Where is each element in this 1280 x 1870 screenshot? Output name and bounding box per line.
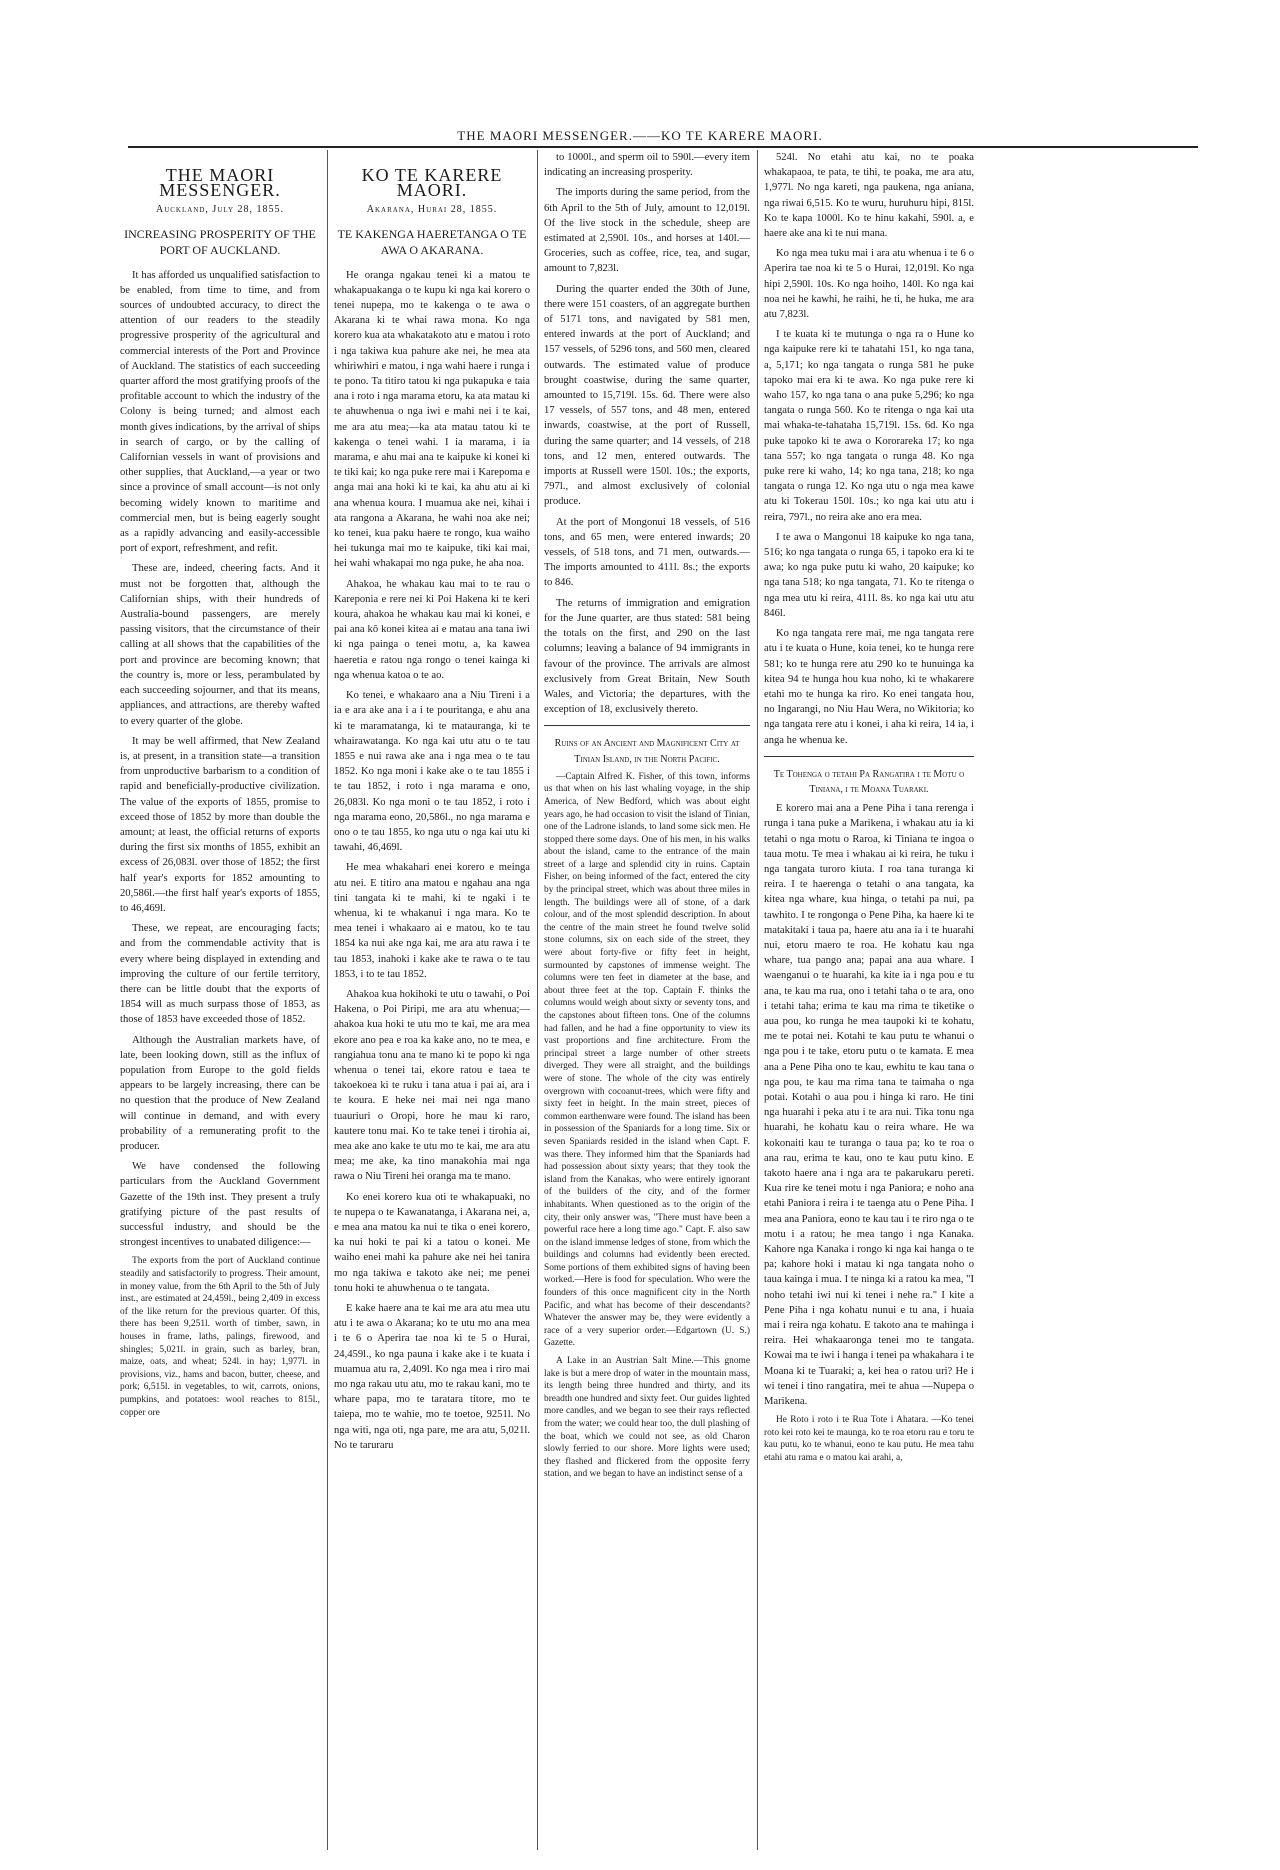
paragraph: Ko enei korero kua oti te whakapuaki, no te nupepa o te Kawanatanga, i Akarana nei, a, e mea ana matou ka nui te tika o enei korero, ka nui hoki te pai ki a tatou o konei. Me waiho enei mahi ka pahure ake nei hei tanira mo nga takiwa e takoto ake nei; me penei tonu hoki te ahuwhenua o te tangata.: [334, 1191, 530, 1294]
paragraph-small: The exports from the port of Auckland continue steadily and satisfactorily to progress. Their amount, in money value, from the 6th April to the 5th of July inst., are estimated at 24,459l., being 2,409 in excess of the like return for the previous quarter. Of this, there has been 9,251l. worth of timber, sawn, in houses in frame, laths, palings, firewood, and shingles; 5,021l. in grain, such as barley, bran, maize, oats, and wheat; 524l. in hay; 1,977l. in provisions, viz., hams and bacon, butter, cheese, and pork; 6,515l. in vegetables, to wit, carrots, onions, pumpkins, and potatoes: wool reaches to 815l., copper ore: [120, 1256, 320, 1418]
paragraph: At the port of Mongonui 18 vessels, of 516 tons, and 65 men, were entered inwards; 20 vessels, of 518 tons, and 71 men, outwards.—The imports amounted to 411l. 8s.; the exports to 846.: [544, 516, 750, 589]
section-rule: [544, 725, 750, 726]
masthead-english: THE MAORI MESSENGER.: [159, 165, 281, 201]
paragraph: It may be well affirmed, that New Zealand is, at present, in a transition state—a transition from unproductive barbarism to a condition of rapid and beneficially-productive civilization. The value of the exports of 1855, promise to exceed those of 1852 by more than double the amount; at least, the official returns of exports during the first six months of 1855, exhibit an excess of 26,083l. over those of 1852; the first half year's exports for 1852 amounting to 20,586l.—the first half year's exports of 1855, to 46,469l.: [120, 735, 320, 914]
running-head: THE MAORI MESSENGER.——KO TE KARERE MAORI.: [457, 128, 823, 143]
paragraph: E kake haere ana te kai me ara atu mea utu atu i te awa o Akarana; ko te utu mo ana mea i te 6 o Aperira tae noa ki te 5 o Hurai, 24,459l., ko nga pauna i kake ake i te kuata i muamua atu ra, 2,409l. Ko nga mea i riro mai mo nga rakau utu atu, mo te rakau kani, mo te whare papa, mo te taratara titore, mo te taiepa, mo te wahie, mo te toetoe, 9251l. No nga witi, nga oti, nga pare, me ara atu, 5,021l. No te taruraru: [334, 1303, 530, 1451]
column-english-2: [544, 150, 750, 1870]
paragraph: We have condensed the following particulars from the Auckland Government Gazette of the 19th inst. They present a truly gratifying picture of the past results of successful industry, and should be the strongest incentives to unabated diligence:—: [120, 1161, 320, 1249]
paragraph: It has afforded us unqualified satisfaction to be enabled, from time to time, and from sources of undoubted accuracy, to direct the attention of our readers to the steadily progressive prosperity of the agricultural and commercial interests of the Port and Province of Auckland. The statistics of each succeeding quarter afford the most gratifying proofs of the profitable account to which the industry of the Colony is being turned; and almost each month gives indications, by the arrival of ships in search of cargo, or by the calling of Californian vessels in want of provisions and other supplies, that Auckland,—a year or two since a province of small account—is not only becoming widely known to maritime and commercial men, but is being eagerly sought as a rapidly advancing and easily-accessible port of export, refreshment, and refit.: [120, 269, 320, 555]
paragraph: He mea whakahari enei korero e meinga atu nei. E titiro ana matou e ngahau ana nga tini tangata ki te mahi, ki te ngaki i te whenua, ki te whakanui i nga mara. Ko te mea tenei i whakaaro ai e matou, ko te tau 1854 ka nui ake nga kai, me ara atu rawa i te tau 1853, inahoki i kake ake te rawa o te tau 1853, i to te tau 1852.: [334, 862, 530, 980]
column-rule: [327, 150, 328, 1850]
dateline-maori: Akarana, Hurai 28, 1855.: [366, 204, 498, 216]
paragraph: Although the Australian markets have, of late, been looking down, still as the influx of population from Europe to the gold fields appears to be largely increasing, there can be no question that the produce of New Zealand will continue in demand, and with every probability of a remunerating profit to the producer.: [120, 1034, 320, 1152]
column-maori-1: [334, 150, 530, 1870]
paragraph: The returns of immigration and emigration for the June quarter, are thus stated: 581 being the totals on the first, and 290 on the last columns; leaving a balance of 94 immigrants in favour of the province. The arrivals are almost exclusively from Great Britain, New South Wales, and Victoria; the departures, with the exception of 18, exclusively thereto.: [544, 597, 750, 716]
paragraph: The imports during the same period, from the 6th April to the 5th of July, amount to 12,019l. Of the live stock in the schedule, sheep are estimated at 2,590l. 10s., and horses at 140l.—Groceries, such as coffee, rice, tea, and sugar, amount to 7,823l.: [544, 187, 750, 275]
paragraph-small: He Roto i roto i te Rua Tote i Ahatara. —Ko tenei roto kei roto kei te maunga, ko te roa etoru rau e toru te kau putu, ko te whanui, eono te kau putu. He mea tahu etahi atu rama e o matou kai arahi, a,: [764, 1415, 974, 1464]
paragraph-small: —Captain Alfred K. Fisher, of this town, informs us that when on his last whaling voyage, in the ship America, of New Bedford, which was about eight years ago, he had occasion to visit the island of Tinian, one of the Ladrone islands, to land some sick men. He stopped there some days. One of his men, in his walks about the island, came to the entrance of the main street of a large and splendid city in ruins. Captain Fisher, on being informed of the fact, entered the city by the principal street, which was about three miles in length. The buildings were all of stone, of a dark colour, and of the most splendid description. In about the centre of the main street he found twelve solid stone columns, six on each side of the street, they were about forty-five or fifty feet in height, surmounted by capstones of immense weight. The columns were ten feet in diameter at the base, and about three feet at the top. Captain F. thinks the columns would weigh about sixty or seventy tons, and the capstones about fifteen tons. One of the columns had fallen, and he had a fine opportunity to view its vast proportions and fine architecture. From the principal street a large number of other streets diverged. They were all straight, and the buildings were of stone. The whole of the city was entirely overgrown with cocoanut-trees, which were fifty and sixty feet in height. In the main street, pieces of common earthenware were found. The island has been in possession of the Spaniards for a long time. Six or seven Spaniards resided in the island when Capt. F. was there. They informed him that the Spaniards had had possession about sixty years; that they took the island from the Kanakas, who were entirely ignorant of the builders of the city, and of the former inhabitants. When questioned as to the origin of the city, their only answer was, "There must have been a powerful race here a long time ago." Capt. F. also saw on the island immense ledges of stone, from which the buildings and columns had evidently been erected. Some portions of them exhibited signs of having been worked.—Here is food for speculation. Who were the founders of this once magnificent city in the North Pacific, and what has become of their descendants? Whatever the answer may be, they were evidently a race of a very superior order.—Edgartown (U. S.) Gazette.: [544, 771, 750, 1349]
paragraph: These are, indeed, cheering facts. And it must not be forgotten that, although the Californian ships, with their hundreds of Australia-bound passengers, are merely passing visitors, that the circumstance of their calling at all shows that the capabilities of the port and province are becoming known; that the country is, more or less, perambulated by each succeeding sojourner, and that its means, appliances, and attractions, are thereby wafted to every quarter of the globe.: [120, 563, 320, 727]
masthead-maori: KO TE KARERE MAORI.: [361, 165, 503, 201]
paragraph: I te kuata ki te mutunga o nga ra o Hune ko nga kaipuke rere ki te tahatahi 151, ko nga tana, a, 5,171; ko nga tangata o runga 581 he puke tapoko mai era ki te awa. Ko nga puke rere ki waho 157, ko nga tana o ana puke 5,296; ko nga tangata o runga 560. Ko te ritenga o nga kai uta mai whaka-te-tahataha 15,719l. 15s. 6d. Ko nga puke tapoko ki te awa o Kororareka 17; ko nga tana 557; ko nga tangata o runga 48. Ko nga puke rere ki waho, 14; ko nga tana, 218; ko nga tangata o runga 12. Ko nga utu o nga mea kawe atu ki Tokerau 150l. 10s.; ko nga kai utu atu i reira, 797l., no reira ake ano era mea.: [764, 329, 974, 523]
paragraph: He oranga ngakau tenei ki a matou te whakapuakanga o te kupu ki nga kai korero o tenei nupepa, mo te kakenga o te awa o Akarana ki te whai rawa mona. Ko nga korero kua ata whakatakoto atu e matou i roto i nga takiwa kua pahure ake nei, he mea ata whiriwhiri e matou, i nga wahi haere i runga i te pono. Ta titiro tatou ki nga pukapuka e taia ana i roto i nga marama etoru, ka ata matau ki te ahuwhenua o nga iwi e mahi nei i te kai, me ara atu mea;—ka ata matau tatou ki te kakenga o tenei wahi. I ia marama, i ia marama, e ahu mai ana te kaipuke ki konei ki te tiki kai; ko nga puke rere mai i Karepoma e anga mai ana hoki ki te kai, ka ahu atu ai ki ana whenua koura. I muamua ake nei, kihai i ata rangona a Akarana, he wahi noa ake nei; ko tenei, kua paku haere te rongo, kua waiho hei tukunga mai mo te kaipuke, tiki kai mai, hei wahi whakapai mo nga puke, he aha noa.: [334, 269, 530, 570]
paragraph: Ko tenei, e whakaaro ana a Niu Tireni i a ia e ara ake ana i a i te pouritanga, e ahu ana ki te maramatanga, ki te matauranga, ki te whairawatanga. Ko nga kai utu atu o te tau 1855 e nui rawa ake ana i nga mea o te tau 1852. Ko nga moni i kake ake o te tau 1855 i te tau 1852, i roto i nga marama e ono, 26,083l. Ko nga moni o te tau 1852, i roto i nga marama eono, 20,586l., no nga marama e ono o te tau 1855, ko nga utu o nga kai utu ki tawahi, 46,469l.: [334, 690, 530, 854]
subhead-tiniana: Te Tohenga o tetahi Pa Rangatira i te Motu o Tiniana, i te Moana Tuaraki.: [773, 768, 965, 795]
paragraph-small: A Lake in an Austrian Salt Mine.—This gnome lake is but a mere drop of water in the mountain mass, its length being three hundred and thirty, and its breadth one hundred and sixty feet. Our guides lighted more candles, and we began to see their rays reflected from the water; we could hear too, the dull plashing of the boat, which we could not see, as old Charon slowly ferried to our shore. More lights were used; they flashed and flickered from the opposite ferry station, and we began to have an indistinct sense of a: [544, 1356, 750, 1480]
column-maori-2: [764, 150, 974, 1870]
paragraph: During the quarter ended the 30th of June, there were 151 coasters, of an aggregate burthen of 5171 tons, and navigated by 581 men, entered inwards at the port of Auckland; and 157 vessels, of 5296 tons, and 560 men, cleared outwards. The estimated value of produce brought coastwise, during the same quarter, amounted to 15,719l. 15s. 6d. There were also 17 vessels, of 557 tons, and 48 men, entered inwards, coastwise, at the port of Russell, during the same quarter; and 14 vessels, of 218 tons, and 12 men, entered outwards. The imports at Russell were 150l. 10s.; the exports, 797l., and almost exclusively of colonial produce.: [544, 283, 750, 508]
headline-english: INCREASING PROSPERITY OF THE PORT OF AUCKLAND.: [124, 226, 316, 257]
column-english-1: [120, 150, 320, 1870]
column-rule: [537, 150, 538, 1850]
column-rule: [757, 150, 758, 1850]
paragraph: These, we repeat, are encouraging facts; and from the commendable activity that is every where being displayed in extending and improving the culture of our fertile territory, there can be little doubt that the exports of 1854 will as much surpass those of 1853, as those of 1853 have exceeded those of 1852.: [120, 923, 320, 1026]
headline-maori: TE KAKENGA HAERETANGA O TE AWA O AKARANA.: [337, 226, 527, 257]
head-rule: [128, 146, 1198, 148]
paragraph: Ko nga mea tuku mai i ara atu whenua i te 6 o Aperira tae noa ki te 5 o Hurai, 12,019l. Ko nga hipi 2,590l. 10s. Ko nga hoiho, 140l. Ko nga kai noa nei he kawhi, he raihi, he ti, he huka, me ara atu 7,823l.: [764, 248, 974, 321]
dateline-english: Auckland, July 28, 1855.: [155, 204, 285, 216]
paragraph: E korero mai ana a Pene Piha i tana rerenga i runga i tana puke a Marikena, i whakau atu ia ki tetahi o nga motu o Raroa, ki Tiniana te ingoa o taua motu. Te mea i whakau ai ki reira, he tuku i nga tangata turoro kiuta. I roa tana turanga ki reira. I te haerenga o tetahi o ana tangata, ka kitea nga whare, kua hinga, o tetahi pa nui, pa tawhito. I te rongonga o Pene Piha, ka haere ki te matakitaki i taua pa, haere atu ana ia i te huarahi nui, etoru maero te roa. He kohatu kau nga whare, tua pango ana; papai ana aua whare. I waenganui o te huarahi, ka kite ia i nga pou e tu ana, te kau ma rua, ono i tetahi taha o te ara, ono i tetahi taha; erima te kau ma rima te tiketike o aua pou, ko runga he mea taupoki ki te kohatu, me te potai nei. Kotahi te kau putu te whanui o nga pou i te take, etoru putu o te kamata. E mea ana a Pene Piha ono te kau, ewhitu te kau tana o nga pou, te kau ma rima tana te taimaha o nga potai. Kotahi o aua pou i hinga ki raro. He tini nga huarahi i peka atu i te ara nui. Tika tonu nga huarahi, he kohatu kau o reira whare. He wa kokonaiti kau te turanga o taua pa; ko te roa o ana rau, erima te kau, ono te kau putu kino. E takoto haere ana i nga ara te pakarukaru pereti. Kua rire ke tenei motu i nga Paniora; e noho ana etahi Paniora i reira i te taenga atu o Pene Piha. I mea ana Paniora, eono te kau tau i te riro nga o te motu i a ratou; he mea tango i nga Kanaka. Kahore nga Kanaka i rongo ki nga kai hanga o te pa; kahore hoki i matau ki nga tangata noho o taua kainga i mua. I te ninga ki a ratou ka mea, "I noho tetahi iwi nui ki tenei i nehe ra." I kite a Pene Piha i nga kohatu nunui e tu ana, i huaia mai i reira nga kohatu. E takoto ana te mahinga i reira. Hei whakaaronga tenei mo te tangata. Kowai ma te iwi i hanga i tenei pa whakahara i te Moana ki te Tuaraki; a, kei hea o ratou uri? He i wi tenei i tino rangatira, mei te ahua —Nupepa o Marikena.: [764, 803, 974, 1408]
paragraph: Ko nga tangata rere mai, me nga tangata rere atu i te kuata o Hune, koia tenei, ko te hunga rere 581; ko te hunga rere atu 290 ko te hunuinga ka kitea 94 te hunga hou kua noho, ki te whakarere etahi mo te hunga ka riro. Ko enei tangata hou, no Ingarangi, no Niu Hau Wera, no Wikitoria; ko nga tangata rere atu i konei, i aha ki reira, 14 ia, i anga he whenua ke.: [764, 628, 974, 746]
paragraph: 524l. No etahi atu kai, no te poaka whakapaoa, te pata, te tihi, te poaka, me ara atu, 1,977l. No nga kareti, nga paukena, nga aniana, nga riwai 6,515. Ko te wuru, huruhuru hipi, 815l. Ko te kapa 1000l. Ko te hinu kakahi, 590l. a, e haere ake ana ki te nui mana.: [764, 152, 974, 240]
section-rule: [764, 756, 974, 757]
paragraph: to 1000l., and sperm oil to 590l.—every item indicating an increasing prosperity.: [544, 152, 750, 179]
subhead-tinian: Ruins of an Ancient and Magnificent City at Tinian Island, in the North Pacific.: [554, 738, 740, 765]
paragraph: Ahakoa, he whakau kau mai to te rau o Kareponia e rere nei ki Poi Hakena ki te keri koura, ahakoa he whakau kau mai ki konei, e pai ana kō konei kitea ai e matau ana tana iwi ki nga painga o tenei motu, a, ka kawea haeretia e ratou nga rongo o tenei kainga ki nga whenua katoa o te ao.: [334, 578, 530, 681]
paragraph: I te awa o Mangonui 18 kaipuke ko nga tana, 516; ko nga tangata o runga 65, i tapoko era ki te awa; ko nga puke putu ki waho, 20 kaipuke; ko nga tana 518; ko nga tangata, 71. Ko te ritenga o nga mea utu ki reira, 411l. 8s. ko nga kai utu atu 846l.: [764, 531, 974, 619]
paragraph: Ahakoa kua hokihoki te utu o tawahi, o Poi Hakena, o Poi Piripi, me ara atu whenua;—ahakoa kua hoki te utu mo te kai, me ara mea ekore ano pea e roa ka kake ano, no te mea, e rangiahua tonu ana te mano ki te popo ki nga whenua o tenei tai, ekore ratou e taea te takoekoea ki te ruku i tana atua i pai ai, ara i te koura. E heke nei mai nei nga mano tuauriuri o Oropi, hore he mau ki raro, kautere tonu mai. Ko te take tenei i tirohia ai, mea ake ano kake te utu mo te kai, me ara atu mea; me ake, ka tino manakohia mai nga rawa o Niu Tireni hei oranga ma te mano.: [334, 988, 530, 1183]
